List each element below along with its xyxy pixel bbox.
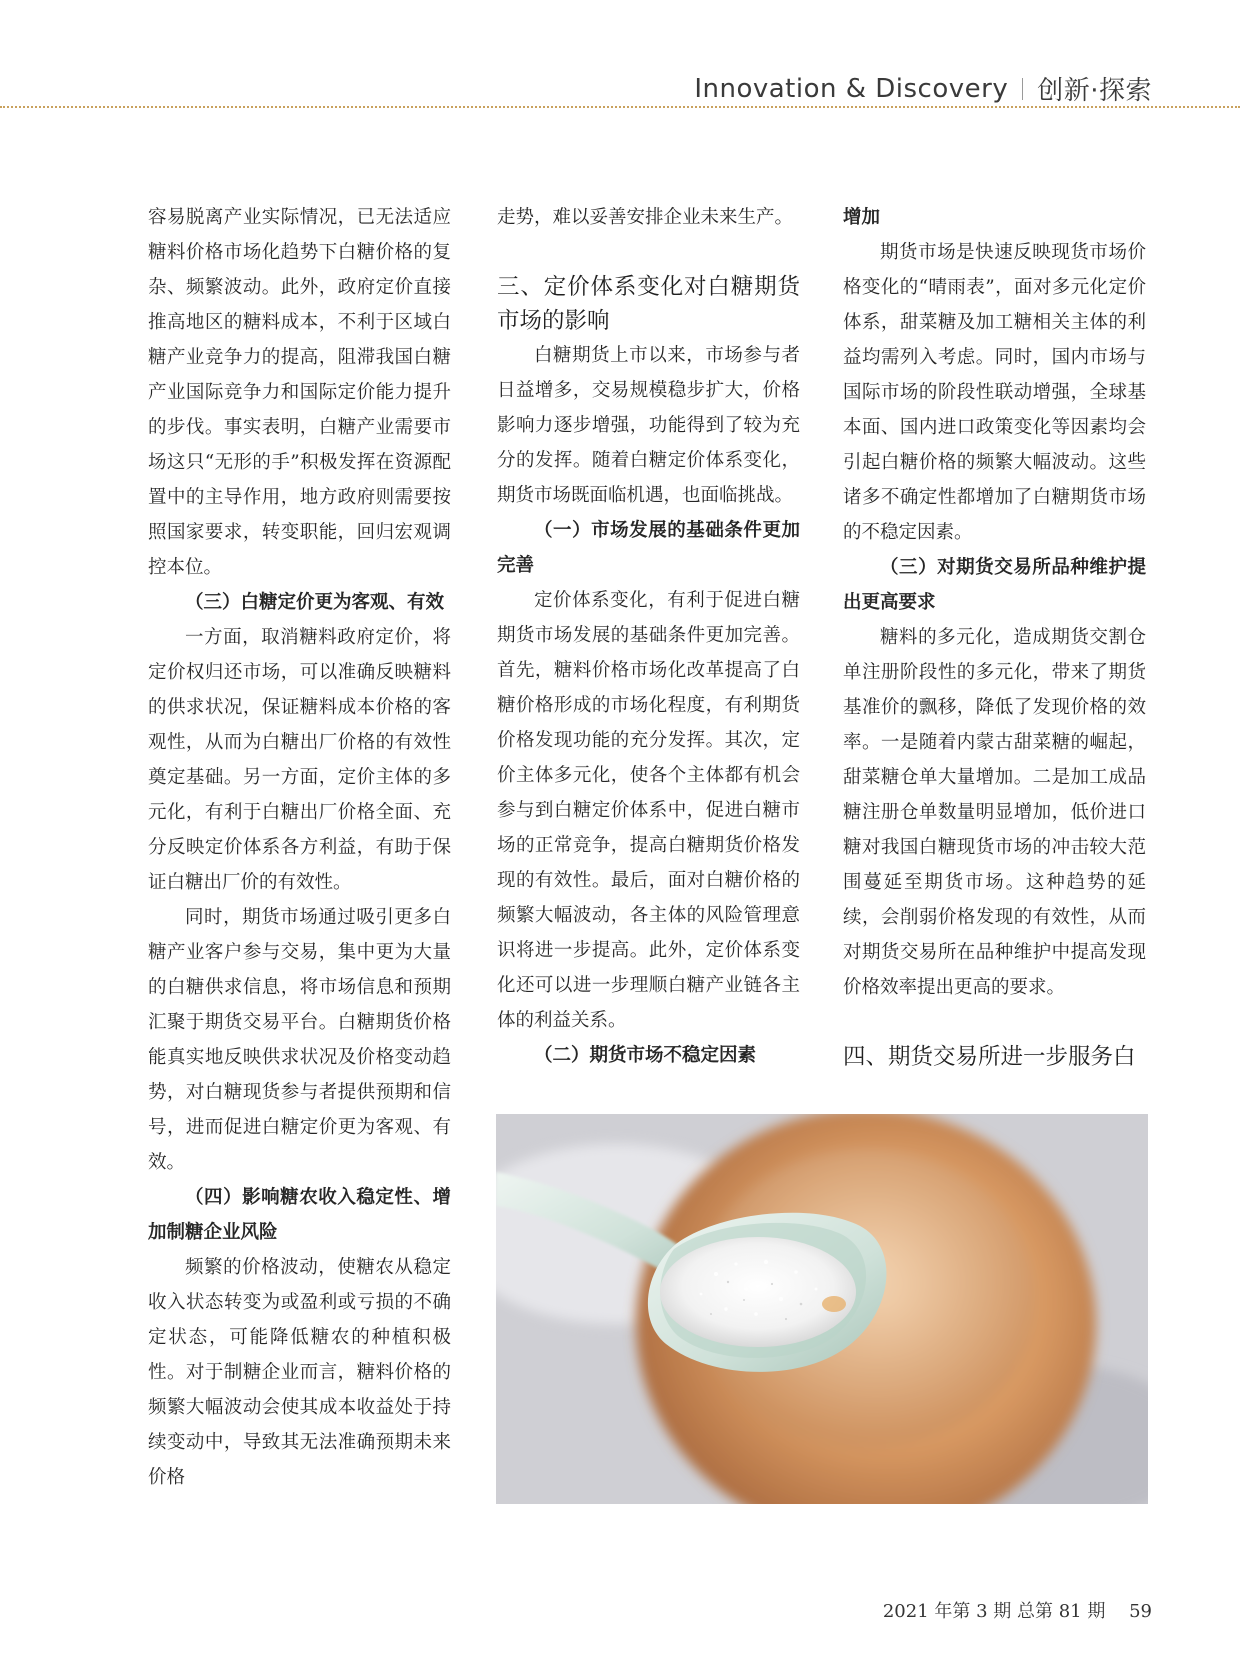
section-gap <box>497 235 800 270</box>
col2-subheading-1: （一）市场发展的基础条件更加完善 <box>497 520 800 576</box>
col1-subheading-3: （三）白糖定价更为客观、有效 <box>185 592 445 613</box>
section-4-heading: 四、期货交易所进一步服务白 <box>843 1044 1136 1070</box>
issue-info: 2021 年第 3 期 总第 81 期 <box>882 1601 1106 1622</box>
header-dotted-rule <box>0 106 1240 108</box>
col2-paragraph-3: 定价体系变化，有利于促进白糖期货市场发展的基础条件更加完善。首先，糖料价格市场化改革提高了白糖价格形成的市场化程度，有利期货价格发现功能的充分发挥。其次，定价主体多元化，使各个主体都有机会参与到白糖定价体系中，促进白糖市场的正常竞争，提高白糖期货价格发现的有效性。最后，面对白糖价格的频繁大幅波动，各主体的风险管理意识将进一步提高。此外，定价体系变化还可以进一步理顺白糖产业链各主体的利益关系。 <box>497 590 800 1031</box>
col2-paragraph-1: 走势，难以妥善安排企业未来生产。 <box>497 207 794 228</box>
header-title-cn: 创新·探索 <box>1037 76 1152 106</box>
col3-paragraph-2: 糖料的多元化，造成期货交割仓单注册阶段性的多元化，带来了期货基准价的飘移，降低了发现价格的效率。一是随着内蒙古甜菜糖的崛起，甜菜糖仓单大量增加。二是加工成品糖注册仓单数量明显增加，低价进口糖对我国白糖现货市场的冲击较大范围蔓延至期货市场。这种趋势的延续，会削弱价格发现的有效性，从而对期货交易所在品种维护中提高发现价格效率提出更高的要求。 <box>843 627 1146 998</box>
section-3-heading: 三、定价体系变化对白糖期货市场的影响 <box>497 274 800 334</box>
section-gap <box>843 1005 1146 1040</box>
col1-paragraph-4: 频繁的价格波动，使糖农从稳定收入状态转变为或盈利或亏损的不确定状态，可能降低糖农的种植积极性。对于制糖企业而言，糖料价格的频繁大幅波动会使其成本收益处于持续变动中，导致其无法准确预期未来价格 <box>148 1257 451 1488</box>
sugar-spoon-illustration <box>496 1114 1148 1504</box>
column-2 <box>497 200 800 1073</box>
col2-subheading-2: （二）期货市场不稳定因素 <box>534 1045 757 1066</box>
column-1 <box>148 200 451 1495</box>
col2-paragraph-2: 白糖期货上市以来，市场参与者日益增多，交易规模稳步扩大，价格影响力逐步增强，功能得到了较为充分的发挥。随着白糖定价体系变化，期货市场既面临机遇，也面临挑战。 <box>497 345 800 506</box>
col1-subheading-4: （四）影响糖农收入稳定性、增加制糖企业风险 <box>148 1187 451 1243</box>
header-title-en: Innovation & Discovery <box>694 73 1009 104</box>
page-footer <box>883 1597 1152 1623</box>
header-separator <box>1022 78 1023 100</box>
col1-paragraph-3: 同时，期货市场通过吸引更多白糖产业客户参与交易，集中更为大量的白糖供求信息，将市场信息和预期汇聚于期货交易平台。白糖期货价格能真实地反映供求状况及价格变动趋势，对白糖现货参与者提供预期和信号，进而促进白糖定价更为客观、有效。 <box>148 907 451 1173</box>
page-header <box>694 70 1152 107</box>
col3-paragraph-1: 期货市场是快速反映现货市场价格变化的“晴雨表”，面对多元化定价体系，甜菜糖及加工糖相关主体的利益均需列入考虑。同时，国内市场与国际市场的阶段性联动增强，全球基本面、国内进口政策变化等因素均会引起白糖价格的频繁大幅波动。这些诸多不确定性都增加了白糖期货市场的不稳定因素。 <box>843 242 1146 543</box>
page-number: 59 <box>1129 1601 1152 1622</box>
col1-paragraph-1: 容易脱离产业实际情况，已无法适应糖料价格市场化趋势下白糖价格的复杂、频繁波动。此外，政府定价直接推高地区的糖料成本，不利于区域白糖产业竞争力的提高，阻滞我国白糖产业国际竞争力和国际定价能力提升的步伐。事实表明，白糖产业需要市场这只“无形的手”积极发挥在资源配置中的主导作用，地方政府则需要按照国家要求，转变职能，回归宏观调控本位。 <box>148 207 451 578</box>
col3-subheading-2-continued: 增加 <box>843 207 881 228</box>
col3-subheading-3: （三）对期货交易所品种维护提出更高要求 <box>843 557 1146 613</box>
sugar-spoon-photo <box>496 1114 1148 1504</box>
column-3 <box>843 200 1146 1074</box>
col1-paragraph-2: 一方面，取消糖料政府定价，将定价权归还市场，可以准确反映糖料的供求状况，保证糖料成本价格的客观性，从而为白糖出厂价格的有效性奠定基础。另一方面，定价主体的多元化，有利于白糖出厂价格全面、充分反映定价体系各方利益，有助于保证白糖出厂价的有效性。 <box>148 627 451 893</box>
